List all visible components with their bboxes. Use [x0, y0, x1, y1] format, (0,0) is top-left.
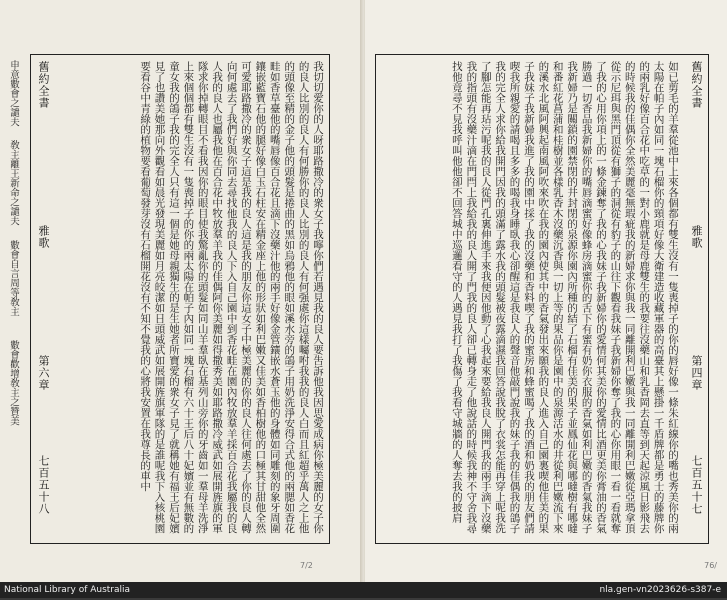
left-running-head: 舊約全書: [37, 61, 50, 109]
right-body-text: 如已剪毛的羊羣從池中上來各個都有雙生沒有一隻喪掉子的你的唇好像一條朱紅線你的嘴也秀美你的兩太陽在帕子內如同一塊石榴你的頸項好像大衛建造收藏軍器的高臺其上懸掛一千盾牌都是勇士的藤牌你的兩乳好像百合花中吃草的一對小鹿就是母鹿雙生的我要往沒藥山和乳香岡去直等到天起涼風日影飛去的時候我的佳偶你全然美麗毫無瑕疵我的新婦求你與我一同離開利巴嫩與我一同離開利巴嫩從亞瑪拿頂從示尼珥與黑門頂從有獅子的洞從有豹子的山往下觀看我妹子我新婦你奪了我的心你用眼一看一看就奪了我的心用你項上的一條金鍊奪了我的心我妹子我新婦你的愛情何其美你的愛情比酒更美你膏油的香氣勝過一切香品我新婦你的嘴唇滴蜜好像蜂房滴蜜你的舌下有蜜有奶你衣服的香氣如利巴嫩的香氣我妹子我新婦乃是關鎖的園禁閉的井封閉的泉源你園內所種的結了石榴有佳美的果子並鳳仙花與哪噠樹有哪噠和番紅花菖蒲和桂樹並各樣乳香木沒藥沉香與一切上等的果品你是園中的泉源活水的井從利巴嫩流下來的溪水北風阿興起南風阿吹來吹在我的園內使其中的香氣發出來願我的良人進入自己園裏喫他佳美的果子我妹子我新婦我進了我的園中採了我的沒藥和香料喫了我的蜜房和蜂蜜喝了我的酒和奶我的朋友們請喫我所親愛的請喝且多多的喝我身睡臥我心卻醒這是我良人的聲音他敲門說我的妹子我的佳偶我的鴿子我的完全人求你給我開門因我的頭滿了露水我的頭髮被夜露滴濕我回答說我脫了衣裳怎能再穿上呢我洗了腳怎能再玷污呢我的良人從門孔裏伸進手來我便因他動了心我起來要給我良人開門我的兩手滴下沒藥我的指頭有沒藥汁滴在門閂上我給我的良人開了門我的良人卻已轉身走了他說話的時候我神不守舍我尋找他竟尋不見我呼叫他他卻不回答城中巡邏看守的人遇見我打了我傷了我看守城牆的人奪去我的披肩: [450, 61, 679, 534]
right-running-head: 舊約全書: [690, 61, 703, 109]
left-chapter-label: 雅歌: [37, 225, 50, 249]
left-chapter-number: 第六章: [37, 355, 50, 391]
left-page: [0, 0, 362, 592]
right-page: [365, 0, 727, 592]
footer-identifier: nla.gen-vn2023626-s387-e: [599, 585, 721, 595]
margin-note-3: 數會自言周等敎主: [8, 240, 19, 316]
right-page-number: 七百五十七: [690, 455, 703, 515]
left-page-number: 七百五十八: [37, 455, 50, 515]
left-text-frame: [30, 54, 330, 544]
right-chapter-label: 雅歌: [690, 225, 703, 249]
margin-note-4: 數會歡增敎主之贊美: [8, 340, 19, 426]
margin-note-1: 申意數會之譴夫: [8, 60, 19, 127]
right-sheet-mark: 76/: [704, 561, 717, 570]
margin-note-2: 敎主離王新命之譴夫: [8, 140, 19, 226]
footer-library-name: National Library of Australia: [4, 585, 131, 595]
right-text-frame: [375, 54, 709, 544]
archive-footer: [0, 582, 727, 598]
left-sheet-mark: 7/2: [300, 561, 313, 570]
right-chapter-number: 第四章: [690, 355, 703, 391]
left-body-text: 我切切愛你的人呀耶路撒冷的衆女子我嚀你們若遇見我的良人要吿訴他我因思愛成病你極美麗的女子你的良人比別的良人有何勝你的良人比別的良人有何强處你這樣囑咐我我的良人白而且紅超乎萬人之上他的頭像至精的金子他的頭髮是捲曲的黑如烏鴉他的眼如溪水旁的鴿子用奶洗淨安得合式他的兩腮如香花畦如香草臺他的嘴唇像百合花且滴下沒藥汁他的兩手好像金管鑲嵌水蒼玉他的身體如同雕刻的象牙周圍鑲嵌藍寶石他的腿好像白玉石柱安在精金座上他的形狀如利巴嫩又佳美如香柏樹他的口極其甘甜他全然可愛耶路撒冷的衆女子這是我的良人這是我的朋友你這女子中極美麗的你的良人往何處去了你的良人轉向何處去了我們好與你同去尋找他我的良人下入自己園中到香花畦在園內牧放羣羊採百合花我屬我的良人我的良人也屬我他在百合花中牧放羣羊我的佳偶阿你美麗如得撒秀美如耶路撒冷威武如展開旌旗的軍隊求你掉轉眼目不看我因你的眼目使我驚亂你的頭髮如同山羊羣臥在基列山旁你的牙齒如一羣母羊洗淨上來個個都有雙生沒有一隻喪掉子的你的兩太陽在帕子內如同一塊石榴有六十王后八十妃嬪並有無數的童女我的鴿子我的完全人只有這一個是她母親獨生的是生她者所寶愛的衆女子見了就稱她有福王后妃嬪見了也讚美她那向外觀看如晨光發現美麗如月亮皎潔如日頭威武如展開旌旗軍隊的是誰呢我下入核桃園要看谷中青綠的植物要看葡萄發芽沒有石榴開花沒有不知不覺我的心將我安置在我尊長的車中: [139, 61, 324, 534]
